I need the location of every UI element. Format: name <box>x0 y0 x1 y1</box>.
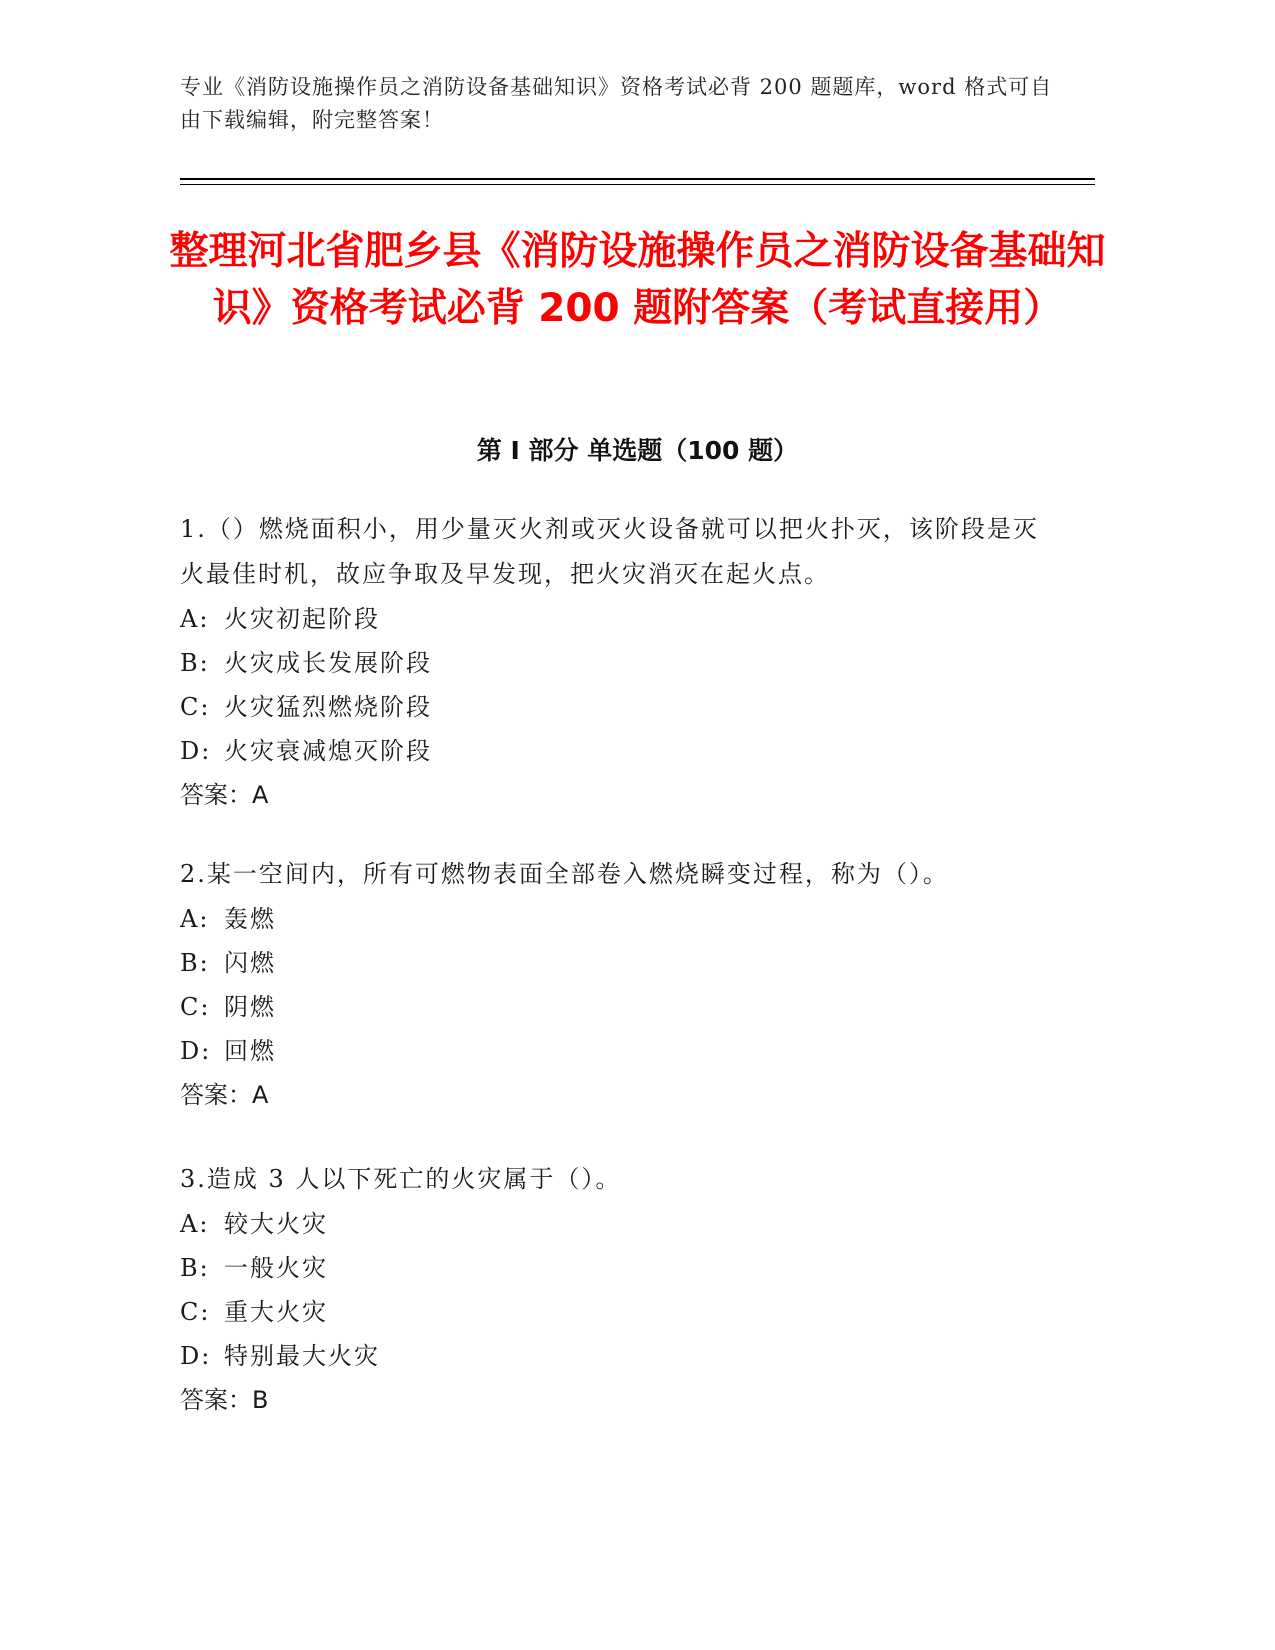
header-divider-thin <box>180 184 1095 185</box>
option-letter: D: <box>180 1037 212 1065</box>
option-letter: A: <box>180 605 210 633</box>
section-title: 第 I 部分 单选题（100 题） <box>476 436 799 465</box>
option-b <box>180 1246 1060 1290</box>
option-letter: C: <box>180 993 211 1021</box>
question-stem: 3.造成 3 人以下死亡的火灾属于（）。 <box>180 1165 622 1193</box>
option-text: 火灾衰减熄灭阶段 <box>224 737 432 765</box>
answer-line: 答案：B <box>180 1386 269 1414</box>
question-3 <box>180 1157 1060 1422</box>
answer-line: 答案：A <box>180 1081 269 1109</box>
option-letter: D: <box>180 1342 212 1370</box>
answer-line: 答案：A <box>180 781 269 809</box>
option-a <box>180 1202 1060 1246</box>
option-text: 一般火灾 <box>224 1254 328 1282</box>
option-c <box>180 985 1060 1029</box>
header-divider-thick <box>180 178 1095 180</box>
option-c <box>180 1290 1060 1334</box>
question-1 <box>180 507 1060 817</box>
option-a <box>180 597 1060 641</box>
option-a <box>180 897 1060 941</box>
option-text: 火灾初起阶段 <box>224 605 380 633</box>
option-letter: D: <box>180 737 212 765</box>
option-d <box>180 1334 1060 1378</box>
option-letter: B: <box>180 649 210 677</box>
option-letter: C: <box>180 693 211 721</box>
option-letter: A: <box>180 1210 210 1238</box>
option-text: 火灾成长发展阶段 <box>224 649 432 677</box>
option-letter: B: <box>180 949 210 977</box>
option-text: 火灾猛烈燃烧阶段 <box>224 693 432 721</box>
header-note: 专业《消防设施操作员之消防设备基础知识》资格考试必背 200 题题库，word 格式可自由下载编辑，附完整答案！ <box>180 75 1053 132</box>
option-letter: A: <box>180 905 210 933</box>
option-text: 阴燃 <box>224 993 276 1021</box>
option-letter: B: <box>180 1254 210 1282</box>
option-letter: C: <box>180 1298 211 1326</box>
document-title: 整理河北省肥乡县《消防设施操作员之消防设备基础知识》资格考试必背 200 题附答案（考试直接用） <box>169 229 1106 331</box>
option-b <box>180 941 1060 985</box>
option-text: 较大火灾 <box>224 1210 328 1238</box>
option-d <box>180 729 1060 773</box>
option-c <box>180 685 1060 729</box>
option-b <box>180 641 1060 685</box>
question-stem: 2.某一空间内，所有可燃物表面全部卷入燃烧瞬变过程，称为（）。 <box>180 860 949 888</box>
question-2 <box>180 852 1060 1117</box>
option-d <box>180 1029 1060 1073</box>
option-text: 回燃 <box>224 1037 276 1065</box>
option-text: 重大火灾 <box>224 1298 328 1326</box>
option-text: 轰燃 <box>224 905 276 933</box>
question-stem: 1.（）燃烧面积小，用少量灭火剂或灭火设备就可以把火扑灭，该阶段是灭火最佳时机，故应争取及早发现，把火灾消灭在起火点。 <box>180 515 1039 588</box>
option-text: 闪燃 <box>224 949 276 977</box>
option-text: 特别最大火灾 <box>224 1342 380 1370</box>
